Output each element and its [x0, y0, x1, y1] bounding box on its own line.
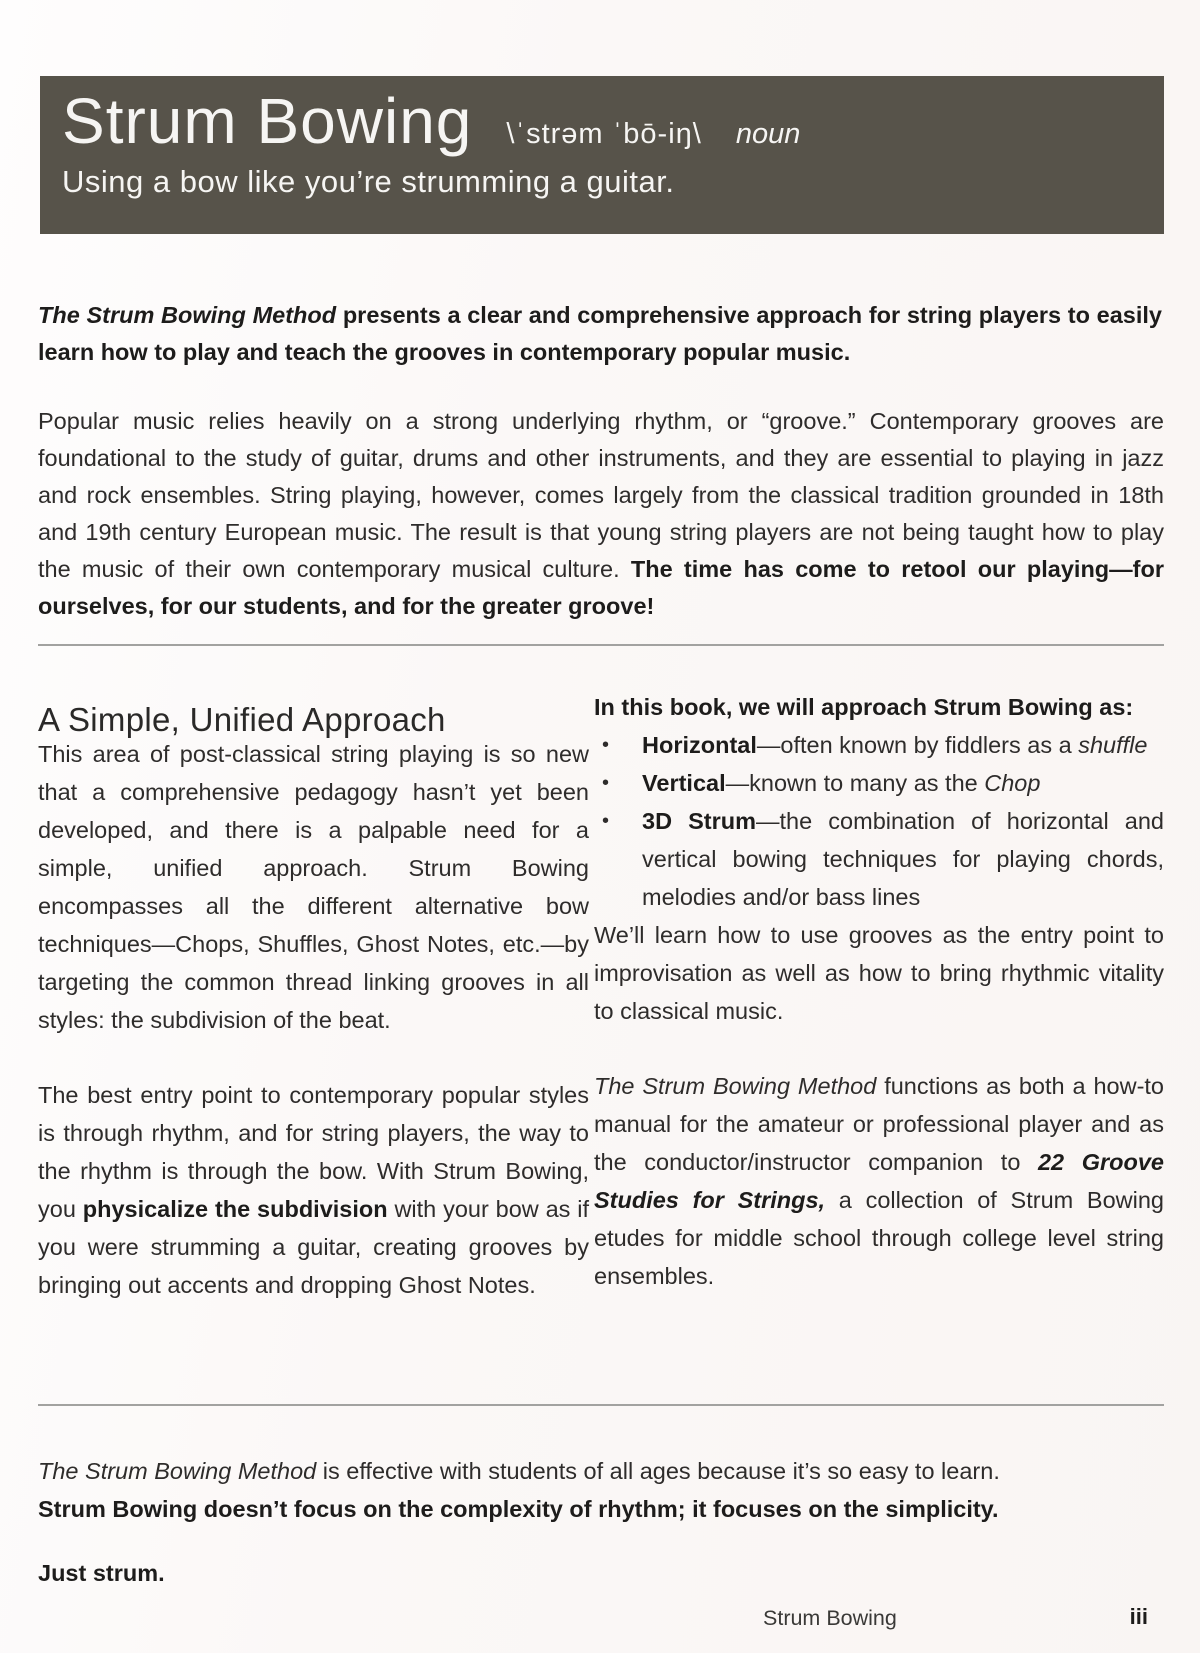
right-column — [594, 688, 1164, 1295]
approach-list — [594, 726, 1164, 916]
definition-tagline: Using a bow like you’re strumming a guitar. — [62, 164, 675, 200]
right-para2-text-end: a collection of Strum Bowing etudes for middle school through college level string ensembles. — [594, 1187, 1164, 1289]
divider-bottom — [38, 1404, 1164, 1406]
closing-line-1 — [38, 1452, 1178, 1490]
list-item — [594, 726, 1164, 764]
right-para2-text: functions as both a how-to manual for the amateur or professional player and as the conductor/instructor companion to — [594, 1073, 1164, 1175]
right-paragraph-2 — [594, 1067, 1164, 1295]
term-horizontal-alias: shuffle — [1078, 732, 1148, 758]
overview-bold-text: The time has come to retool our playing—for ourselves, for our students, and for the greater groove! — [38, 555, 1164, 619]
term-vertical-desc: —known to many as the — [725, 770, 985, 796]
closing-line-2: Strum Bowing doesn’t focus on the complexity of rhythm; it focuses on the simplicity. — [38, 1496, 999, 1522]
left-para2-text: The best entry point to contemporary popular styles is through rhythm, and for string players, the way to the rhythm is through the bow. With Strum Bowing, you — [38, 1082, 589, 1222]
term-vertical-alias: Chop — [984, 770, 1041, 796]
page-title: Strum Bowing — [62, 85, 473, 157]
list-item-text — [642, 764, 1164, 802]
banner-title-row — [62, 86, 1140, 156]
term-horizontal: Horizontal — [642, 732, 757, 758]
right-paragraph-1: We’ll learn how to use grooves as the entry point to improvisation as well as how to bring rhythmic vitality to classical music. — [594, 922, 1164, 1024]
list-item-text — [642, 802, 1164, 916]
overview-text: Popular music relies heavily on a strong underlying rhythm, or “groove.” Contemporary grooves are foundational to the study of guitar, drums and other instruments, and they are essential to playing in jazz and rock ensembles. String playing, however, comes largely from the classical tradition grounded in 18th and 19th century European music. The result is that young string players are not being taught how to play the music of their own contemporary musical culture. — [38, 407, 1164, 582]
divider-top — [38, 644, 1164, 646]
part-of-speech: noun — [735, 118, 801, 150]
right-para2-book-title: The Strum Bowing Method — [594, 1073, 877, 1099]
term-horizontal-desc: —often known by fiddlers as a — [756, 732, 1079, 758]
footer-book-title: Strum Bowing — [763, 1606, 897, 1630]
intro-paragraph — [38, 297, 1162, 371]
intro-book-title: The Strum Bowing Method — [38, 301, 337, 328]
left-column — [38, 735, 589, 1304]
list-item — [594, 802, 1164, 916]
right-para2-companion-title: 22 Groove Studies for Strings, — [594, 1149, 1164, 1213]
left-paragraph-1: This area of post-classical string playing is so new that a comprehensive pedagogy hasn’t yet been developed, and there is a palpable need for a simple, unified approach. Strum Bowing encompasses all the different alternative bow techniques—Chops, Shuffles, Ghost Notes, etc.—by targeting the common thread linking grooves in all styles: the subdivision of the beat. — [38, 741, 589, 1033]
footer-page-number: iii — [1129, 1604, 1148, 1629]
definition-banner — [40, 76, 1164, 234]
right-list-heading: In this book, we will approach Strum Bowing as: — [594, 694, 1134, 720]
term-vertical: Vertical — [642, 770, 726, 796]
closing-book-title: The Strum Bowing Method — [38, 1458, 317, 1484]
bullet-icon: • — [602, 810, 610, 832]
left-para2-bold: physicalize the subdivision — [82, 1196, 388, 1222]
section-heading: A Simple, Unified Approach — [38, 701, 446, 739]
term-3d-strum: 3D Strum — [642, 808, 757, 834]
closing-line1-text: is effective with students of all ages because it’s so easy to learn. — [316, 1458, 1000, 1484]
intro-text: presents a clear and comprehensive approach for string players to easily learn how to play and teach the grooves in contemporary popular music. — [38, 301, 1162, 365]
bullet-icon: • — [602, 772, 610, 794]
just-strum-line: Just strum. — [38, 1560, 165, 1586]
overview-paragraph — [38, 403, 1164, 625]
list-item — [594, 764, 1164, 802]
left-para2-text-end: with your bow as if you were strumming a guitar, creating grooves by bringing out accents and dropping Ghost Notes. — [38, 1196, 589, 1298]
list-item-text — [642, 726, 1164, 764]
closing-block — [38, 1452, 1178, 1528]
left-paragraph-2 — [38, 1076, 589, 1304]
bullet-icon: • — [602, 734, 610, 756]
term-3d-strum-desc: —the combination of horizontal and vertical bowing techniques for playing chords, melodies and/or bass lines — [642, 808, 1164, 910]
pronunciation: \ˈstrəm ˈbō-iŋ\ — [506, 118, 702, 150]
